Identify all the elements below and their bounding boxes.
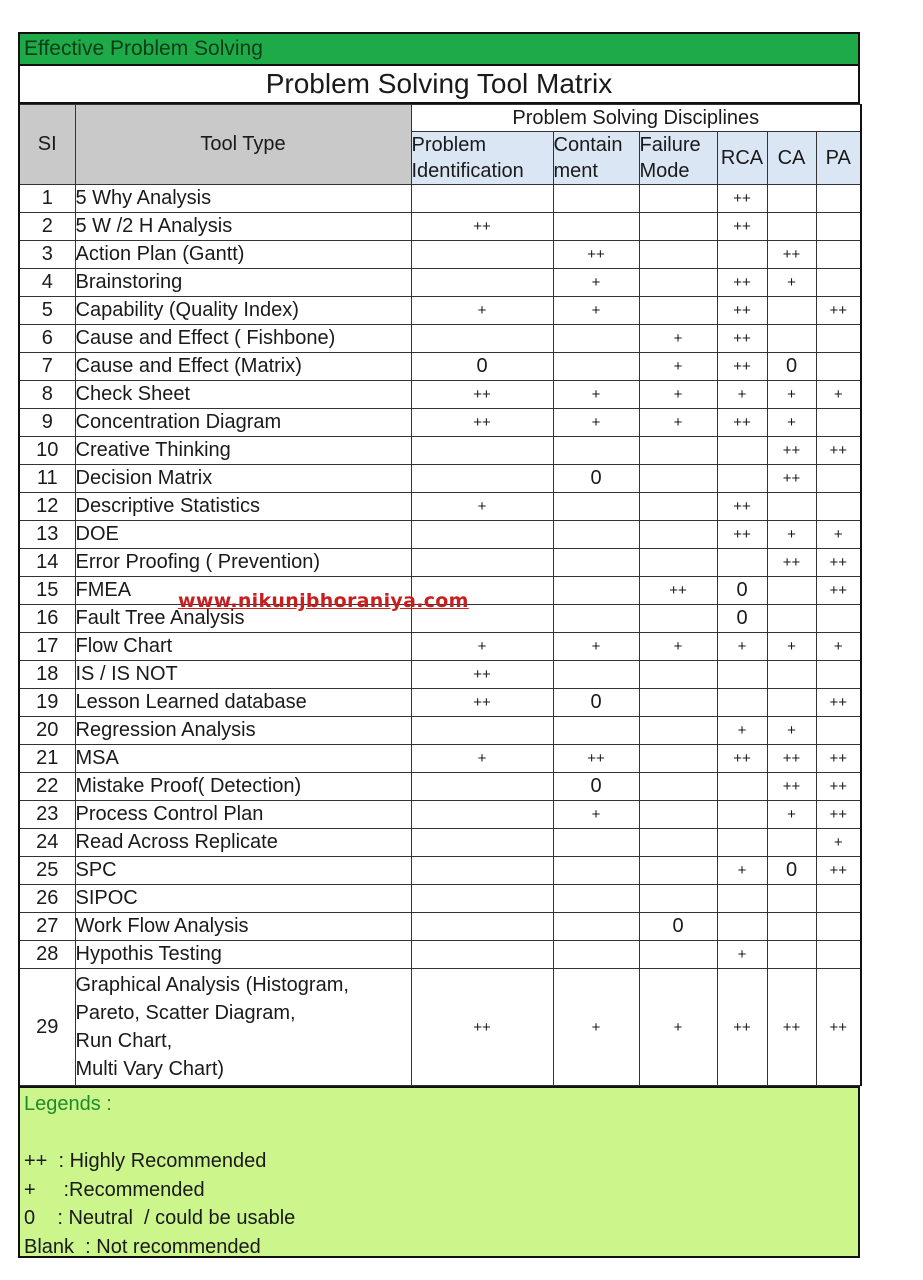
rating-rca: ++ [717, 745, 767, 773]
rating-rca: ++ [717, 353, 767, 381]
table-row [19, 689, 861, 717]
rating-containment [553, 577, 639, 605]
rating-pa: + [816, 521, 861, 549]
rating-ca: 0 [767, 353, 816, 381]
rating-containment [553, 913, 639, 941]
row-si: 10 [19, 437, 75, 465]
table-row [19, 185, 861, 213]
row-tool: Error Proofing ( Prevention) [75, 549, 411, 577]
rating-problem-identification: 0 [411, 353, 553, 381]
row-si: 27 [19, 913, 75, 941]
rating-failure-mode [639, 605, 717, 633]
legend-title: Legends : [24, 1093, 112, 1115]
row-tool: Mistake Proof( Detection) [75, 773, 411, 801]
row-si: 12 [19, 493, 75, 521]
rating-pa [816, 717, 861, 745]
rating-ca: + [767, 801, 816, 829]
rating-containment: 0 [553, 465, 639, 493]
rating-failure-mode [639, 241, 717, 269]
rating-pa [816, 409, 861, 437]
rating-problem-identification [411, 185, 553, 213]
row-si: 15 [19, 577, 75, 605]
rating-problem-identification [411, 857, 553, 885]
table-row [19, 829, 861, 857]
rating-rca: ++ [717, 297, 767, 325]
rating-failure-mode: ++ [639, 577, 717, 605]
rating-problem-identification [411, 885, 553, 913]
rating-problem-identification [411, 521, 553, 549]
row-tool: Descriptive Statistics [75, 493, 411, 521]
rating-failure-mode [639, 549, 717, 577]
rating-failure-mode [639, 745, 717, 773]
rating-problem-identification: ++ [411, 213, 553, 241]
tool-line: Graphical Analysis (Histogram, [75, 974, 349, 996]
rating-pa [816, 941, 861, 969]
rating-problem-identification [411, 465, 553, 493]
rating-ca: ++ [767, 241, 816, 269]
rating-ca [767, 941, 816, 969]
rating-failure-mode: + [639, 409, 717, 437]
rating-failure-mode [639, 185, 717, 213]
rating-containment: ++ [553, 745, 639, 773]
rating-rca [717, 773, 767, 801]
table-row [19, 353, 861, 381]
rating-failure-mode: 0 [639, 913, 717, 941]
header-si: SI [19, 105, 75, 185]
row-tool: Action Plan (Gantt) [75, 241, 411, 269]
row-tool: Fault Tree Analysis [75, 605, 411, 633]
rating-ca: + [767, 381, 816, 409]
rating-containment [553, 549, 639, 577]
rating-rca: + [717, 941, 767, 969]
rating-pa: ++ [816, 297, 861, 325]
rating-problem-identification [411, 913, 553, 941]
row-tool: Process Control Plan [75, 801, 411, 829]
rating-containment: 0 [553, 689, 639, 717]
row-tool: Concentration Diagram [75, 409, 411, 437]
rating-pa [816, 325, 861, 353]
watermark-url: www.nikunjbhoraniya.com [178, 590, 469, 612]
row-tool [75, 969, 411, 1086]
row-tool: IS / IS NOT [75, 661, 411, 689]
rating-rca: ++ [717, 493, 767, 521]
rating-problem-identification [411, 773, 553, 801]
rating-ca [767, 689, 816, 717]
rating-rca: 0 [717, 605, 767, 633]
rating-rca: ++ [717, 521, 767, 549]
table-row [19, 269, 861, 297]
row-tool: Capability (Quality Index) [75, 297, 411, 325]
rating-containment [553, 493, 639, 521]
legend-item: ++ : Highly Recommended [24, 1150, 267, 1172]
header-ca: CA [767, 132, 816, 185]
rating-problem-identification: + [411, 297, 553, 325]
table-row [19, 913, 861, 941]
rating-pa [816, 605, 861, 633]
legend-item: 0 : Neutral / could be usable [24, 1207, 296, 1229]
rating-problem-identification [411, 269, 553, 297]
row-si: 19 [19, 689, 75, 717]
rating-rca [717, 661, 767, 689]
rating-rca [717, 913, 767, 941]
tool-line: Run Chart, [75, 1030, 173, 1052]
row-si: 26 [19, 885, 75, 913]
table-row [19, 437, 861, 465]
rating-ca [767, 913, 816, 941]
rating-containment: + [553, 269, 639, 297]
rating-ca [767, 661, 816, 689]
rating-ca: ++ [767, 773, 816, 801]
table-row [19, 549, 861, 577]
table-row [19, 885, 861, 913]
rating-ca [767, 605, 816, 633]
table-row [19, 773, 861, 801]
table-row [19, 297, 861, 325]
row-si: 1 [19, 185, 75, 213]
rating-pa: ++ [816, 549, 861, 577]
rating-pa: ++ [816, 577, 861, 605]
table-row [19, 801, 861, 829]
header-failure-line1: Failure [639, 134, 701, 156]
page-title: Problem Solving Tool Matrix [18, 64, 860, 104]
rating-failure-mode [639, 885, 717, 913]
banner: Effective Problem Solving [18, 32, 860, 64]
rating-containment [553, 521, 639, 549]
rating-failure-mode [639, 717, 717, 745]
rating-rca [717, 437, 767, 465]
rating-problem-identification: + [411, 745, 553, 773]
row-si: 5 [19, 297, 75, 325]
table-row [19, 213, 861, 241]
rating-rca: ++ [717, 269, 767, 297]
rating-rca: + [717, 857, 767, 885]
rating-failure-mode [639, 801, 717, 829]
rating-failure-mode [639, 297, 717, 325]
rating-ca [767, 297, 816, 325]
rating-pa: + [816, 829, 861, 857]
row-si: 25 [19, 857, 75, 885]
rating-containment: + [553, 969, 639, 1086]
table-row [19, 381, 861, 409]
rating-failure-mode [639, 213, 717, 241]
rating-pa: ++ [816, 801, 861, 829]
rating-containment: + [553, 801, 639, 829]
rating-ca: + [767, 269, 816, 297]
row-tool: Read Across Replicate [75, 829, 411, 857]
rating-failure-mode [639, 773, 717, 801]
rating-failure-mode [639, 437, 717, 465]
rating-ca: ++ [767, 465, 816, 493]
rating-pa: ++ [816, 689, 861, 717]
table-row [19, 661, 861, 689]
rating-rca: ++ [717, 409, 767, 437]
rating-failure-mode [639, 521, 717, 549]
rating-rca: + [717, 381, 767, 409]
rating-rca [717, 801, 767, 829]
row-tool: Hypothis Testing [75, 941, 411, 969]
row-tool: DOE [75, 521, 411, 549]
rating-problem-identification [411, 549, 553, 577]
header-containment [553, 132, 639, 185]
rating-problem-identification [411, 829, 553, 857]
rating-pa [816, 269, 861, 297]
rating-pa [816, 213, 861, 241]
rating-failure-mode [639, 493, 717, 521]
legend-item: Blank : Not recommended [24, 1235, 261, 1258]
rating-pa [816, 465, 861, 493]
rating-failure-mode [639, 465, 717, 493]
rating-containment: ++ [553, 241, 639, 269]
row-si: 3 [19, 241, 75, 269]
table-row [19, 857, 861, 885]
header-pa: PA [816, 132, 861, 185]
rating-failure-mode [639, 689, 717, 717]
rating-problem-identification: ++ [411, 689, 553, 717]
row-si: 2 [19, 213, 75, 241]
row-si: 14 [19, 549, 75, 577]
rating-pa: + [816, 633, 861, 661]
legend-box [18, 1086, 860, 1258]
header-contain-line2: ment [553, 160, 598, 182]
rating-pa [816, 185, 861, 213]
header-disciplines: Problem Solving Disciplines [411, 105, 861, 132]
rating-failure-mode: + [639, 633, 717, 661]
rating-failure-mode [639, 857, 717, 885]
rating-problem-identification: ++ [411, 969, 553, 1086]
row-si: 8 [19, 381, 75, 409]
rating-problem-identification: ++ [411, 381, 553, 409]
row-si: 28 [19, 941, 75, 969]
header-rca: RCA [717, 132, 767, 185]
rating-failure-mode: + [639, 353, 717, 381]
rating-ca [767, 493, 816, 521]
header-contain-line1: Contain [553, 134, 623, 156]
rating-failure-mode: + [639, 381, 717, 409]
rating-pa: ++ [816, 437, 861, 465]
rating-containment [553, 717, 639, 745]
rating-pa: ++ [816, 969, 861, 1086]
rating-rca: 0 [717, 577, 767, 605]
header-tool-type: Tool Type [75, 105, 411, 185]
rating-containment [553, 325, 639, 353]
rating-containment [553, 353, 639, 381]
rating-ca: + [767, 521, 816, 549]
header-problem-line2: Identification [411, 160, 524, 182]
rating-rca: + [717, 717, 767, 745]
rating-failure-mode [639, 661, 717, 689]
row-si: 29 [19, 969, 75, 1086]
row-tool: Decision Matrix [75, 465, 411, 493]
row-tool: Flow Chart [75, 633, 411, 661]
rating-ca: 0 [767, 857, 816, 885]
row-si: 4 [19, 269, 75, 297]
rating-failure-mode [639, 269, 717, 297]
row-si: 18 [19, 661, 75, 689]
row-tool: Regression Analysis [75, 717, 411, 745]
rating-rca [717, 465, 767, 493]
rating-containment: 0 [553, 773, 639, 801]
rating-pa: ++ [816, 773, 861, 801]
rating-containment [553, 661, 639, 689]
rating-pa: + [816, 381, 861, 409]
row-tool: Lesson Learned database [75, 689, 411, 717]
rating-failure-mode [639, 829, 717, 857]
rating-ca: ++ [767, 745, 816, 773]
rating-containment [553, 857, 639, 885]
table-row [19, 969, 861, 1086]
rating-rca [717, 829, 767, 857]
row-si: 21 [19, 745, 75, 773]
row-si: 11 [19, 465, 75, 493]
rating-rca: ++ [717, 325, 767, 353]
rating-containment [553, 941, 639, 969]
rating-ca: ++ [767, 549, 816, 577]
rating-containment [553, 437, 639, 465]
table-row [19, 717, 861, 745]
rating-rca: ++ [717, 185, 767, 213]
matrix-body [19, 185, 861, 1086]
rating-problem-identification [411, 437, 553, 465]
table-row [19, 521, 861, 549]
row-tool: Cause and Effect (Matrix) [75, 353, 411, 381]
rating-problem-identification: + [411, 493, 553, 521]
rating-rca [717, 885, 767, 913]
row-tool: FMEA [75, 577, 411, 605]
table-row [19, 493, 861, 521]
row-si: 20 [19, 717, 75, 745]
rating-ca: + [767, 717, 816, 745]
table-row [19, 409, 861, 437]
row-tool: MSA [75, 745, 411, 773]
table-row [19, 241, 861, 269]
row-tool: SPC [75, 857, 411, 885]
header-failure-line2: Mode [639, 160, 690, 182]
row-si: 6 [19, 325, 75, 353]
table-row [19, 325, 861, 353]
row-si: 22 [19, 773, 75, 801]
rating-problem-identification [411, 941, 553, 969]
rating-ca: + [767, 633, 816, 661]
rating-problem-identification: ++ [411, 661, 553, 689]
row-tool: Work Flow Analysis [75, 913, 411, 941]
rating-containment: + [553, 381, 639, 409]
row-si: 7 [19, 353, 75, 381]
rating-containment [553, 829, 639, 857]
row-tool: Brainstoring [75, 269, 411, 297]
header-problem-identification [411, 132, 553, 185]
header-failure-mode [639, 132, 717, 185]
rating-problem-identification: ++ [411, 409, 553, 437]
row-si: 9 [19, 409, 75, 437]
legend-spacer [24, 1119, 854, 1148]
rating-problem-identification [411, 325, 553, 353]
rating-pa [816, 493, 861, 521]
rating-problem-identification [411, 717, 553, 745]
header-problem-line1: Problem [411, 134, 486, 156]
rating-containment [553, 885, 639, 913]
rating-ca [767, 213, 816, 241]
rating-rca: ++ [717, 969, 767, 1086]
table-row [19, 745, 861, 773]
table-row [19, 465, 861, 493]
rating-ca [767, 185, 816, 213]
rating-failure-mode [639, 941, 717, 969]
rating-containment [553, 605, 639, 633]
rating-problem-identification: + [411, 633, 553, 661]
matrix-sheet [18, 32, 860, 1258]
rating-rca [717, 549, 767, 577]
rating-rca [717, 689, 767, 717]
row-si: 24 [19, 829, 75, 857]
rating-pa [816, 661, 861, 689]
row-tool: 5 W /2 H Analysis [75, 213, 411, 241]
rating-pa [816, 913, 861, 941]
rating-containment: + [553, 633, 639, 661]
rating-ca [767, 577, 816, 605]
rating-pa [816, 241, 861, 269]
rating-containment [553, 213, 639, 241]
rating-ca: ++ [767, 437, 816, 465]
row-tool: SIPOC [75, 885, 411, 913]
table-row [19, 633, 861, 661]
rating-ca: + [767, 409, 816, 437]
row-si: 23 [19, 801, 75, 829]
table-row [19, 941, 861, 969]
rating-containment: + [553, 297, 639, 325]
rating-rca: + [717, 633, 767, 661]
rating-ca [767, 325, 816, 353]
row-tool: 5 Why Analysis [75, 185, 411, 213]
rating-pa: ++ [816, 745, 861, 773]
rating-pa: ++ [816, 857, 861, 885]
row-tool: Cause and Effect ( Fishbone) [75, 325, 411, 353]
rating-failure-mode: + [639, 969, 717, 1086]
rating-containment: + [553, 409, 639, 437]
tool-line: Pareto, Scatter Diagram, [75, 1002, 296, 1024]
tool-line: Multi Vary Chart) [75, 1058, 225, 1080]
rating-containment [553, 185, 639, 213]
rating-problem-identification [411, 241, 553, 269]
row-tool: Creative Thinking [75, 437, 411, 465]
rating-ca [767, 885, 816, 913]
rating-problem-identification [411, 801, 553, 829]
rating-pa [816, 353, 861, 381]
rating-pa [816, 885, 861, 913]
row-si: 13 [19, 521, 75, 549]
rating-rca [717, 241, 767, 269]
rating-rca: ++ [717, 213, 767, 241]
row-si: 16 [19, 605, 75, 633]
legend-item: + :Recommended [24, 1178, 205, 1201]
rating-ca: ++ [767, 969, 816, 1086]
rating-failure-mode: + [639, 325, 717, 353]
row-si: 17 [19, 633, 75, 661]
row-tool: Check Sheet [75, 381, 411, 409]
rating-ca [767, 829, 816, 857]
